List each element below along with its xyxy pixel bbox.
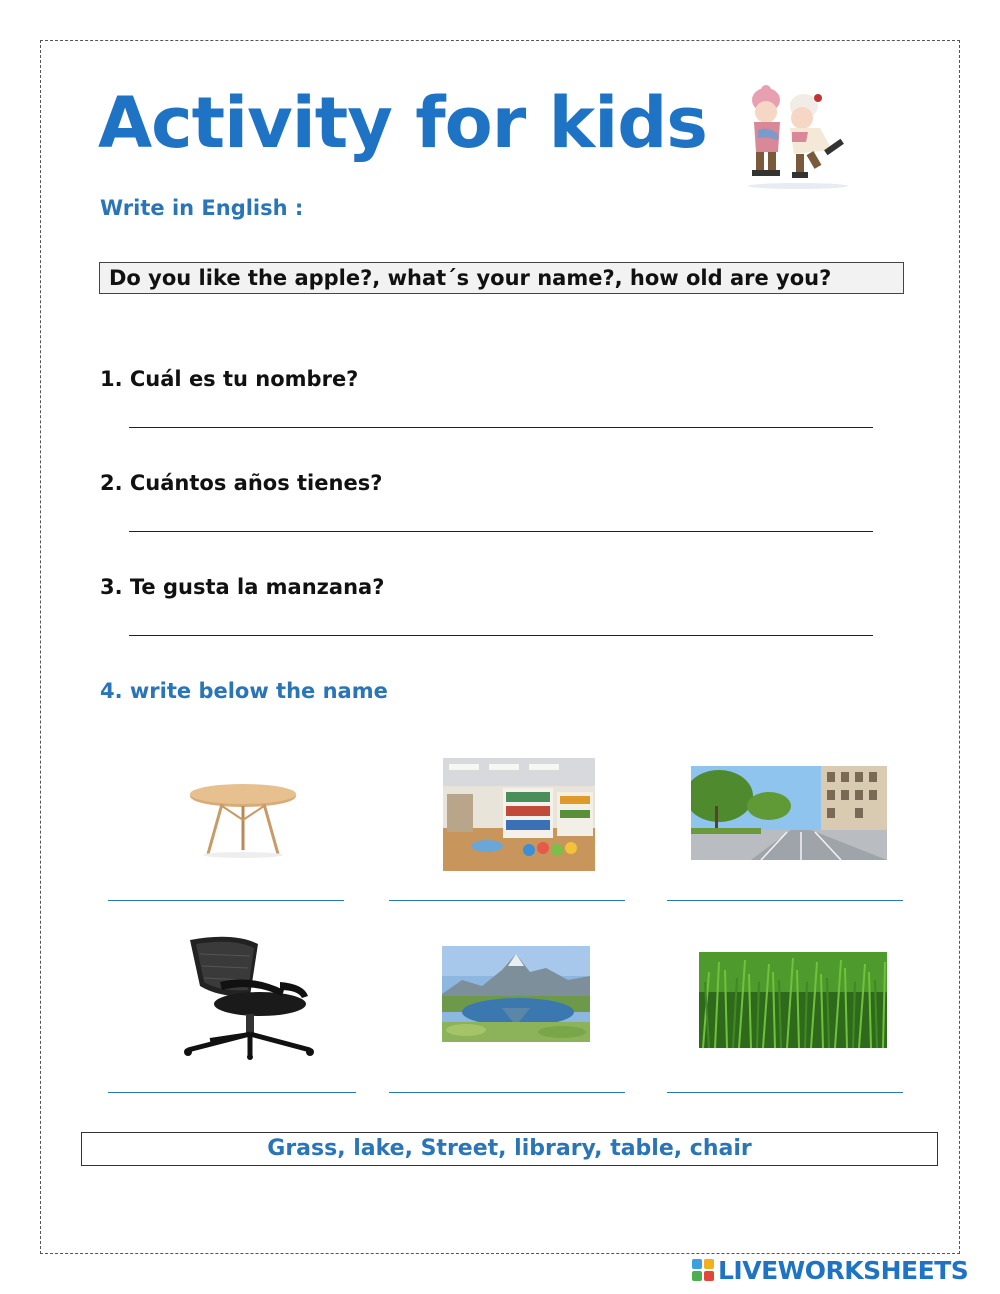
lake-image [442, 946, 590, 1042]
grass-image [699, 952, 887, 1048]
question-1: 1. Cuál es tu nombre? [100, 367, 359, 391]
worksheet-border [40, 40, 960, 1254]
name-blank-3[interactable] [667, 900, 903, 901]
skating-kids-image [736, 82, 860, 192]
name-blank-2[interactable] [389, 900, 625, 901]
page-title: Activity for kids [98, 82, 707, 164]
liveworksheets-icon [692, 1259, 714, 1281]
table-image [186, 780, 300, 858]
street-image [691, 766, 887, 860]
picture-section-heading: 4. write below the name [100, 679, 388, 703]
name-blank-6[interactable] [667, 1092, 903, 1093]
phrase-box: Do you like the apple?, what´s your name?, how old are you? [99, 262, 904, 294]
question-3: 3. Te gusta la manzana? [100, 575, 385, 599]
instruction-text: Write in English : [100, 196, 304, 220]
library-image [443, 758, 595, 871]
answer-line-2[interactable] [129, 531, 873, 532]
answer-line-1[interactable] [129, 427, 873, 428]
office-chair-image [180, 934, 316, 1060]
answer-line-3[interactable] [129, 635, 873, 636]
word-bank: Grass, lake, Street, library, table, chair [81, 1132, 938, 1166]
name-blank-1[interactable] [108, 900, 344, 901]
name-blank-4[interactable] [108, 1092, 356, 1093]
question-2: 2. Cuántos años tienes? [100, 471, 383, 495]
name-blank-5[interactable] [389, 1092, 625, 1093]
brand-name: LIVEWORKSHEETS [718, 1255, 969, 1285]
liveworksheets-logo [692, 1256, 968, 1284]
